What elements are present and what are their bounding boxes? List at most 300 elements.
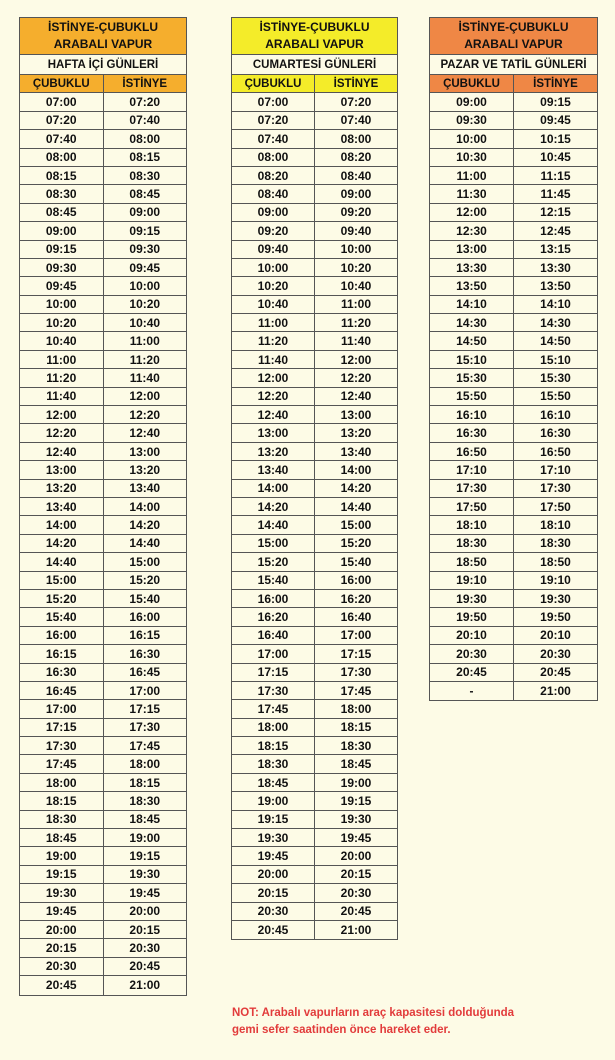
time-cell-cubuklu: 08:00 [257, 150, 289, 165]
title-line-2: ARABALI VAPUR [464, 37, 563, 51]
time-cell-cubuklu: 08:20 [257, 168, 289, 183]
time-cell-istinye: 12:00 [314, 351, 397, 368]
time-cell-istinye: 09:00 [103, 204, 187, 221]
time-cell-istinye: 16:00 [103, 608, 187, 625]
time-cell-istinye: 12:15 [513, 204, 597, 221]
time-cell-istinye: 10:00 [103, 277, 187, 294]
title-line-1: İSTİNYE-ÇUBUKLU [48, 20, 158, 34]
table-row [232, 424, 397, 442]
time-cell-istinye: 11:40 [314, 332, 397, 349]
table-row [232, 755, 397, 773]
time-cell-istinye: 16:00 [314, 572, 397, 589]
time-cell-istinye: 17:00 [103, 682, 187, 699]
table-row [232, 829, 397, 847]
time-cell-istinye: 07:20 [103, 93, 187, 110]
time-cell-cubuklu: 16:00 [257, 591, 289, 606]
time-cell-cubuklu: 14:40 [257, 518, 289, 533]
table-row [232, 774, 397, 792]
table-row [20, 461, 186, 479]
time-cell-cubuklu: 08:15 [45, 168, 77, 183]
time-cell-istinye: 17:50 [513, 498, 597, 515]
table-row [20, 829, 186, 847]
table-row [232, 664, 397, 682]
table-row [232, 866, 397, 884]
time-cell-cubuklu: 10:00 [257, 260, 289, 275]
time-rows [232, 93, 397, 939]
table-row [20, 700, 186, 718]
time-cell-cubuklu: 20:45 [45, 978, 77, 993]
time-cell-istinye: 09:00 [314, 185, 397, 202]
time-cell-istinye: 17:10 [513, 461, 597, 478]
time-cell-cubuklu: 10:20 [45, 315, 77, 330]
time-cell-cubuklu: 09:30 [45, 260, 77, 275]
table-row [20, 480, 186, 498]
time-cell-cubuklu: 08:30 [45, 187, 77, 202]
time-cell-cubuklu: 07:00 [45, 95, 77, 110]
time-cell-istinye: 15:00 [314, 516, 397, 533]
time-cell-istinye: 18:10 [513, 516, 597, 533]
time-cell-cubuklu: 17:30 [257, 683, 289, 698]
time-cell-istinye: 08:40 [314, 167, 397, 184]
table-row [430, 461, 597, 479]
table-row [20, 204, 186, 222]
time-cell-cubuklu: 16:10 [456, 407, 487, 422]
table-row [232, 590, 397, 608]
table-row [20, 958, 186, 976]
table-row [20, 645, 186, 663]
weekday-schedule-table [19, 17, 187, 996]
time-cell-istinye: 18:15 [103, 774, 187, 791]
time-cell-cubuklu: 15:10 [456, 352, 487, 367]
time-cell-cubuklu: 15:40 [45, 610, 77, 625]
column-header-cubuklu: ÇUBUKLU [244, 77, 302, 90]
table-row [430, 572, 597, 590]
time-cell-cubuklu: 10:30 [456, 150, 487, 165]
time-cell-cubuklu: 19:30 [45, 885, 77, 900]
column-header-row [232, 75, 397, 93]
column-header-istinye: İSTİNYE [314, 75, 397, 92]
table-row [232, 645, 397, 663]
time-cell-cubuklu: 19:45 [45, 904, 77, 919]
time-cell-istinye: 09:20 [314, 204, 397, 221]
time-cell-istinye: 20:30 [314, 884, 397, 901]
table-row [430, 498, 597, 516]
time-cell-istinye: 07:40 [314, 112, 397, 129]
table-row [232, 461, 397, 479]
table-row [232, 112, 397, 130]
table-row [232, 682, 397, 700]
time-cell-istinye: 19:45 [314, 829, 397, 846]
time-cell-istinye: 10:00 [314, 241, 397, 258]
time-cell-istinye: 13:40 [103, 480, 187, 497]
time-cell-istinye: 09:15 [103, 222, 187, 239]
time-cell-istinye: 20:45 [103, 958, 187, 975]
table-row [232, 277, 397, 295]
time-cell-istinye: 20:15 [103, 921, 187, 938]
table-row [20, 811, 186, 829]
time-cell-cubuklu: 15:00 [257, 536, 289, 551]
time-cell-cubuklu: 11:20 [46, 370, 77, 385]
time-cell-cubuklu: 17:15 [257, 665, 289, 680]
table-row [430, 516, 597, 534]
table-row [232, 443, 397, 461]
table-row [20, 369, 186, 387]
time-cell-istinye: 08:15 [103, 149, 187, 166]
time-cell-cubuklu: 18:30 [257, 757, 289, 772]
table-row [20, 112, 186, 130]
time-cell-istinye: 20:10 [513, 627, 597, 644]
table-row [430, 535, 597, 553]
table-title [20, 18, 186, 55]
time-cell-istinye: 15:40 [103, 590, 187, 607]
time-cell-istinye: 10:15 [513, 130, 597, 147]
table-row [20, 130, 186, 148]
table-row [20, 314, 186, 332]
table-row [20, 939, 186, 957]
time-cell-istinye: 16:15 [103, 627, 187, 644]
table-row [430, 130, 597, 148]
time-cell-cubuklu: 18:10 [456, 518, 487, 533]
time-cell-istinye: 15:00 [103, 553, 187, 570]
time-cell-cubuklu: 19:15 [257, 812, 289, 827]
time-cell-istinye: 16:30 [103, 645, 187, 662]
time-cell-istinye: 17:15 [103, 700, 187, 717]
table-row [20, 664, 186, 682]
time-cell-cubuklu: 17:50 [456, 499, 487, 514]
table-row [20, 608, 186, 626]
table-row [232, 149, 397, 167]
time-cell-cubuklu: 20:00 [257, 867, 289, 882]
capacity-note [232, 1005, 612, 1039]
time-cell-cubuklu: 10:00 [45, 297, 77, 312]
time-cell-istinye: 13:20 [103, 461, 187, 478]
time-cell-istinye: 11:00 [103, 332, 187, 349]
time-cell-istinye: 13:00 [314, 406, 397, 423]
table-row [430, 314, 597, 332]
table-row [20, 259, 186, 277]
time-cell-istinye: 11:20 [103, 351, 187, 368]
saturday-schedule-table [231, 17, 398, 940]
table-row [430, 204, 597, 222]
time-cell-istinye: 12:40 [314, 388, 397, 405]
table-row [232, 388, 397, 406]
time-cell-cubuklu: 17:45 [257, 701, 289, 716]
time-cell-cubuklu: 14:00 [257, 481, 289, 496]
table-row [20, 241, 186, 259]
time-cell-istinye: 09:45 [513, 112, 597, 129]
time-cell-istinye: 14:20 [314, 480, 397, 497]
table-row [232, 498, 397, 516]
table-row [232, 185, 397, 203]
time-cell-istinye: 17:00 [314, 627, 397, 644]
table-row [232, 608, 397, 626]
time-cell-cubuklu: 19:50 [456, 610, 487, 625]
title-line-2: ARABALI VAPUR [53, 37, 153, 51]
time-cell-cubuklu: 08:40 [257, 187, 289, 202]
time-cell-istinye: 09:15 [513, 93, 597, 110]
time-cell-cubuklu: 18:45 [257, 775, 289, 790]
time-cell-istinye: 19:30 [513, 590, 597, 607]
table-row [430, 112, 597, 130]
table-row [430, 388, 597, 406]
time-cell-istinye: 17:45 [314, 682, 397, 699]
time-cell-istinye: 11:00 [314, 296, 397, 313]
time-rows [20, 93, 186, 994]
table-row [430, 608, 597, 626]
time-cell-istinye: 13:30 [513, 259, 597, 276]
time-cell-istinye: 14:00 [314, 461, 397, 478]
table-row [430, 296, 597, 314]
table-row [232, 535, 397, 553]
table-row [232, 222, 397, 240]
time-cell-cubuklu: 09:00 [257, 205, 289, 220]
table-row [430, 443, 597, 461]
table-row [20, 590, 186, 608]
table-row [20, 185, 186, 203]
table-row [430, 167, 597, 185]
time-cell-istinye: 11:45 [513, 185, 597, 202]
time-cell-cubuklu: 10:00 [456, 131, 487, 146]
time-cell-istinye: 10:40 [103, 314, 187, 331]
table-row [232, 332, 397, 350]
time-cell-istinye: 13:15 [513, 241, 597, 258]
time-cell-cubuklu: 13:20 [257, 444, 289, 459]
time-cell-cubuklu: 11:00 [46, 352, 77, 367]
time-cell-istinye: 15:30 [513, 369, 597, 386]
time-cell-cubuklu: 13:00 [257, 426, 289, 441]
table-row [430, 369, 597, 387]
table-row [20, 737, 186, 755]
time-cell-cubuklu: 16:00 [45, 628, 77, 643]
time-cell-istinye: 09:45 [103, 259, 187, 276]
time-cell-istinye: 19:50 [513, 608, 597, 625]
time-cell-cubuklu: 07:20 [257, 113, 289, 128]
table-row [232, 700, 397, 718]
table-row [20, 792, 186, 810]
time-cell-istinye: 10:45 [513, 149, 597, 166]
time-cell-istinye: 15:10 [513, 351, 597, 368]
time-cell-istinye: 10:20 [103, 296, 187, 313]
table-row [232, 314, 397, 332]
time-cell-cubuklu: 18:00 [45, 775, 77, 790]
time-cell-istinye: 20:30 [513, 645, 597, 662]
time-cell-istinye: 16:30 [513, 424, 597, 441]
time-cell-istinye: 14:40 [314, 498, 397, 515]
table-row [430, 241, 597, 259]
table-row [20, 553, 186, 571]
title-line-1: İSTİNYE-ÇUBUKLU [458, 20, 569, 34]
time-cell-istinye: 19:30 [314, 811, 397, 828]
time-cell-cubuklu: 20:15 [45, 941, 77, 956]
time-cell-cubuklu: 18:30 [456, 536, 487, 551]
time-cell-cubuklu: 16:40 [257, 628, 289, 643]
time-cell-cubuklu: 10:40 [257, 297, 289, 312]
time-cell-istinye: 10:40 [314, 277, 397, 294]
time-cell-istinye: 17:30 [513, 480, 597, 497]
time-cell-cubuklu: 17:00 [257, 646, 289, 661]
time-cell-cubuklu: 16:45 [45, 683, 77, 698]
time-cell-istinye: 18:00 [314, 700, 397, 717]
time-cell-cubuklu: 13:00 [45, 462, 77, 477]
time-cell-istinye: 19:30 [103, 866, 187, 883]
table-row [430, 480, 597, 498]
table-title [232, 18, 397, 55]
time-cell-cubuklu: 19:15 [45, 867, 77, 882]
table-row [232, 921, 397, 939]
table-row [232, 167, 397, 185]
time-cell-istinye: 18:45 [314, 755, 397, 772]
table-row [232, 884, 397, 902]
table-row [232, 351, 397, 369]
time-cell-istinye: 13:00 [103, 443, 187, 460]
table-row [20, 332, 186, 350]
time-cell-cubuklu: 18:00 [257, 720, 289, 735]
time-cell-istinye: 07:40 [103, 112, 187, 129]
time-cell-cubuklu: 20:15 [257, 885, 289, 900]
time-cell-cubuklu: 20:30 [45, 959, 77, 974]
time-cell-cubuklu: 07:40 [257, 131, 289, 146]
table-row [20, 277, 186, 295]
time-cell-cubuklu: 15:30 [456, 370, 487, 385]
table-row [430, 664, 597, 682]
time-cell-cubuklu: 09:00 [456, 95, 487, 110]
time-cell-cubuklu: 09:20 [257, 223, 289, 238]
table-row [430, 222, 597, 240]
time-cell-cubuklu: 07:40 [45, 131, 77, 146]
time-cell-cubuklu: 17:10 [456, 462, 487, 477]
time-cell-istinye: 19:00 [314, 774, 397, 791]
time-cell-cubuklu: 17:30 [45, 738, 77, 753]
time-cell-cubuklu: 20:45 [257, 923, 289, 938]
time-cell-istinye: 14:10 [513, 296, 597, 313]
time-cell-istinye: 11:40 [103, 369, 187, 386]
column-header-cubuklu: ÇUBUKLU [32, 77, 90, 90]
time-cell-istinye: 15:20 [314, 535, 397, 552]
day-type-label: PAZAR VE TATİL GÜNLERİ [430, 55, 597, 75]
time-cell-istinye: 08:00 [314, 130, 397, 147]
time-cell-cubuklu: 09:45 [45, 278, 77, 293]
table-title [430, 18, 597, 55]
column-header-istinye: İSTİNYE [513, 75, 597, 92]
time-cell-cubuklu: 09:40 [257, 242, 289, 257]
table-row [20, 351, 186, 369]
time-cell-cubuklu: 09:15 [45, 242, 77, 257]
time-cell-istinye: 11:20 [314, 314, 397, 331]
table-row [430, 332, 597, 350]
time-cell-istinye: 18:15 [314, 719, 397, 736]
day-type-label: CUMARTESİ GÜNLERİ [232, 55, 397, 75]
time-cell-cubuklu: 08:45 [45, 205, 77, 220]
table-row [20, 406, 186, 424]
table-row [430, 553, 597, 571]
time-cell-cubuklu: 11:20 [257, 334, 289, 349]
table-row [20, 222, 186, 240]
time-cell-cubuklu: 13:40 [257, 462, 289, 477]
table-row [430, 682, 597, 700]
table-row [20, 755, 186, 773]
time-cell-cubuklu: 18:15 [45, 793, 77, 808]
table-row [20, 388, 186, 406]
time-cell-istinye: 09:30 [103, 241, 187, 258]
time-cell-cubuklu: 12:00 [257, 370, 289, 385]
time-cell-cubuklu: 14:20 [257, 499, 289, 514]
time-cell-istinye: 20:30 [103, 939, 187, 956]
time-cell-istinye: 20:45 [513, 664, 597, 681]
time-cell-istinye: 14:00 [103, 498, 187, 515]
time-cell-istinye: 14:40 [103, 535, 187, 552]
table-row [20, 847, 186, 865]
time-cell-cubuklu: 16:30 [45, 665, 77, 680]
time-cell-istinye: 09:40 [314, 222, 397, 239]
table-row [430, 185, 597, 203]
time-cell-istinye: 18:30 [103, 792, 187, 809]
time-cell-cubuklu: 17:30 [456, 481, 487, 496]
time-cell-istinye: 20:00 [103, 903, 187, 920]
table-row [430, 627, 597, 645]
time-cell-cubuklu: 19:30 [257, 830, 289, 845]
time-cell-cubuklu: 18:30 [45, 812, 77, 827]
table-row [232, 792, 397, 810]
table-row [20, 921, 186, 939]
time-cell-istinye: 18:30 [513, 535, 597, 552]
time-cell-istinye: 07:20 [314, 93, 397, 110]
column-header-row [20, 75, 186, 93]
time-cell-istinye: 17:45 [103, 737, 187, 754]
time-cell-cubuklu: 09:00 [45, 223, 77, 238]
table-row [20, 443, 186, 461]
time-cell-istinye: 19:15 [314, 792, 397, 809]
table-row [232, 406, 397, 424]
time-cell-istinye: 16:10 [513, 406, 597, 423]
time-cell-istinye: 08:45 [103, 185, 187, 202]
time-cell-istinye: 15:50 [513, 388, 597, 405]
table-row [232, 903, 397, 921]
table-row [232, 516, 397, 534]
time-cell-cubuklu: 18:45 [45, 830, 77, 845]
time-cell-cubuklu: 15:50 [456, 389, 487, 404]
time-cell-cubuklu: 13:20 [45, 481, 77, 496]
table-row [20, 976, 186, 994]
time-cell-istinye: 13:50 [513, 277, 597, 294]
table-row [232, 130, 397, 148]
table-row [232, 259, 397, 277]
table-row [20, 498, 186, 516]
time-cell-cubuklu: 11:40 [46, 389, 77, 404]
table-row [232, 296, 397, 314]
time-cell-cubuklu: 14:20 [45, 536, 77, 551]
time-cell-istinye: 18:00 [103, 755, 187, 772]
time-cell-istinye: 14:30 [513, 314, 597, 331]
table-row [20, 719, 186, 737]
time-cell-istinye: 18:50 [513, 553, 597, 570]
note-line-1: NOT: Arabalı vapurların araç kapasitesi dolduğunda [232, 1007, 515, 1019]
time-cell-cubuklu: 12:00 [45, 407, 77, 422]
time-cell-cubuklu: 20:30 [257, 904, 289, 919]
time-cell-cubuklu: 13:30 [456, 260, 487, 275]
note-line-2: gemi sefer saatinden önce hareket eder. [232, 1024, 451, 1036]
time-cell-istinye: 15:40 [314, 553, 397, 570]
table-row [430, 351, 597, 369]
table-row [20, 774, 186, 792]
time-cell-istinye: 15:20 [103, 572, 187, 589]
table-row [20, 903, 186, 921]
time-cell-cubuklu: 20:00 [45, 922, 77, 937]
table-row [232, 241, 397, 259]
time-rows [430, 93, 597, 700]
table-row [20, 535, 186, 553]
time-cell-cubuklu: 12:20 [257, 389, 289, 404]
time-cell-istinye: 12:20 [103, 406, 187, 423]
